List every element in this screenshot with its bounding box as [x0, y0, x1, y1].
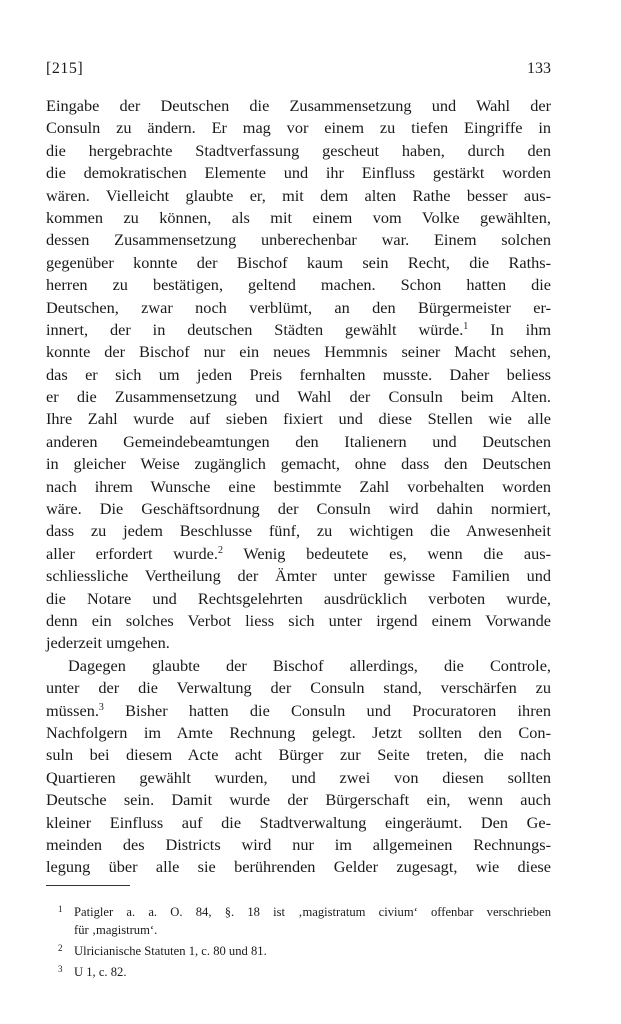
text-line: wären. Vielleicht glaubte er, mit dem alten Rathe besser aus- — [46, 185, 551, 205]
text-line — [46, 319, 551, 341]
text-line: Dagegen glaubte der Bischof allerdings, die Controle, — [68, 655, 551, 675]
footnotes — [58, 903, 551, 981]
text-line: Ihre Zahl wurde auf sieben fixiert und diese Stellen wie alle — [46, 409, 551, 429]
text-line: dessen Zusammensetzung unberechenbar war. Einem solchen — [46, 230, 551, 250]
footnote-divider — [46, 885, 130, 886]
page-number: 133 — [527, 60, 551, 77]
footnote-1: 1 Patigler a. a. O. 84, §. 18 ist ‚magistratum civium‘ offenbar verschrieben — [58, 904, 551, 919]
page-header — [46, 60, 551, 82]
text-line — [46, 543, 551, 565]
footnote-2: 2 Ulricianische Statuten 1, c. 80 und 81. — [58, 943, 267, 958]
text-line: meinden des Districts wird nur im allgemeinen Rechnungs- — [46, 834, 551, 854]
text-line: Deutschen, zwar noch verblümt, an den Bürgermeister er- — [46, 297, 551, 317]
footnote-marker: 3 — [98, 701, 104, 713]
text-line-segment: In ihm — [468, 319, 551, 339]
text-line: die demokratischen Elemente und ihr Einfluss gestärkt worden — [46, 163, 551, 183]
text-line: suln bei diesem Acte acht Bürger zur Seite treten, die nach — [46, 745, 551, 765]
text-line: anderen Gemeindebeamtungen den Italienern und Deutschen — [46, 431, 551, 451]
text-line: kommen zu können, als mit einem vom Volke gewählten, — [46, 207, 551, 227]
text-line: er die Zusammensetzung und Wahl der Consuln beim Alten. — [46, 387, 551, 407]
text-line: denn ein solches Verbot liess sich unter irgend einem Vorwande — [46, 610, 551, 630]
text-line: wäre. Die Geschäftsordnung der Consuln wird dahin normiert, — [46, 499, 551, 519]
text-line-segment: müssen. — [46, 700, 99, 720]
text-line: Eingabe der Deutschen die Zusammensetzung und Wahl der — [46, 96, 551, 115]
footnote-1-continuation: für ‚magistrum‘. — [74, 923, 158, 937]
text-line: schliessliche Vertheilung der Ämter unter gewisse Familien und — [46, 566, 551, 586]
text-line: Deutsche sein. Damit wurde der Bürgerschaft ein, wenn auch — [46, 790, 551, 810]
text-line-segment: Bisher hatten die Consuln und Procuratoren ihren — [103, 700, 551, 720]
page-reference: [215] — [46, 60, 84, 77]
footnote-text: U 1, c. 82. — [74, 965, 127, 979]
text-line: legung über alle sie berührenden Gelder zugesagt, wie diese — [46, 857, 551, 877]
footnote-text: Patigler a. a. O. 84, §. 18 ist ‚magistratum civium‘ offenbar verschrieben — [74, 905, 551, 919]
text-line: dass zu jedem Beschlusse fünf, zu wichtigen die Anwesenheit — [46, 521, 551, 541]
footnote-text: Ulricianische Statuten 1, c. 80 und 81. — [74, 944, 267, 958]
text-line-segment: innert, der in deutschen Städten gewählt würde. — [46, 319, 464, 339]
text-line: Nachfolgern im Amte Rechnung gelegt. Jetzt sollten den Con- — [46, 722, 551, 742]
text-line: kleiner Einfluss auf die Stadtverwaltung eingeräumt. Den Ge- — [46, 812, 551, 832]
text-line: Consuln zu ändern. Er mag vor einem zu tiefen Eingriffe in — [46, 118, 551, 138]
text-line: nach ihrem Wunsche eine bestimmte Zahl vorbehalten worden — [46, 476, 551, 496]
text-line-segment: aller erfordert wurde. — [46, 543, 218, 563]
text-line: konnte der Bischof nur ein neues Hemmnis seiner Macht sehen, — [46, 342, 551, 362]
text-line: in gleicher Weise zugänglich gemacht, ohne dass den Deutschen — [46, 454, 551, 474]
footnote-marker: 2 — [217, 544, 223, 556]
text-line-segment: Wenig bedeutete es, wenn die aus- — [222, 543, 552, 563]
text-line: unter der die Verwaltung der Consuln stand, verschärfen zu — [46, 678, 551, 698]
footnote-marker: 1 — [463, 320, 469, 332]
text-line: das er sich um jeden Preis fernhalten musste. Daher beliess — [46, 364, 551, 384]
text-line: die Notare und Rechtsgelehrten ausdrücklich verboten wurde, — [46, 588, 551, 608]
text-line: herren zu bestätigen, geltend machen. Schon hatten die — [46, 275, 551, 295]
footnote-3: 3 U 1, c. 82. — [58, 964, 127, 979]
text-line: die hergebrachte Stadtverfassung gescheut haben, durch den — [46, 140, 551, 160]
text-line: jederzeit umgehen. — [46, 633, 170, 653]
text-line: Quartieren gewählt wurden, und zwei von diesen sollten — [46, 767, 551, 787]
body-text — [46, 95, 551, 879]
text-line: gegenüber konnte der Bischof kaum sein Recht, die Raths- — [46, 252, 551, 272]
text-line — [46, 700, 551, 722]
